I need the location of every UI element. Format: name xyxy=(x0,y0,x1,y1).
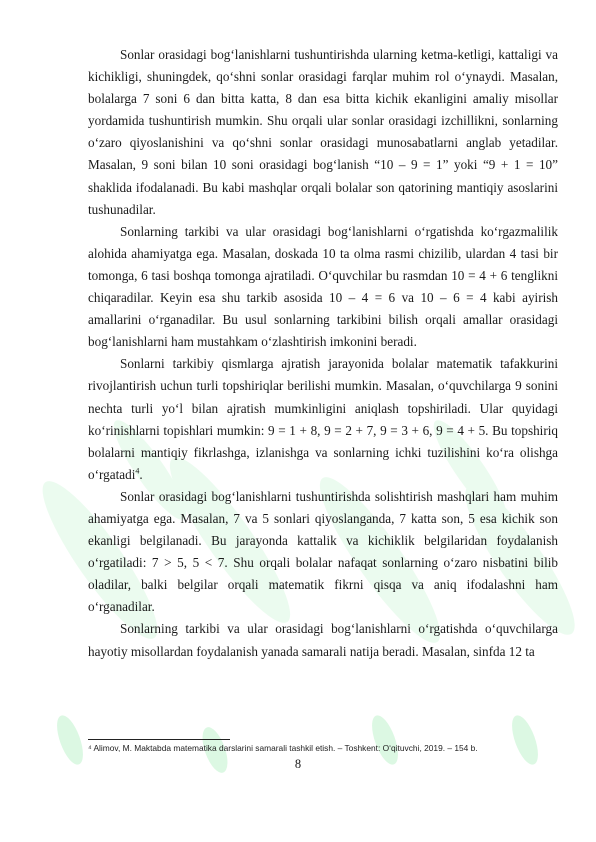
paragraph-1: Sonlar orasidagi bog‘lanishlarni tushuntirishda ularning ketma-ketligi, kattaligi va kichikligi, shuningdek, qo‘shni sonlar orasidagi farqlar muhim rol o‘ynaydi. Masalan, bolalarga 7 soni 6 dan bitta katta, 8 dan esa bitta kichik ekanligini amaliy misollar yordamida tushuntirish mumkin. Shu orqali ular sonlar orasidagi izchillikni, sonlarning o‘zaro qiyoslanishini va qo‘shni sonlar orasidagi munosabatlarni anglab yetadilar. Masalan, 9 soni bilan 10 soni orasidagi bog‘lanish “10 – 9 = 1” yoki “9 + 1 = 10” shaklida ifodalanadi. Bu kabi mashqlar orqali bolalar son qatorining mantiqiy asoslarini tushunadilar. xyxy=(88,47,558,217)
footnote-reference[interactable]: 4 xyxy=(135,466,140,476)
footnote: ⁴ Alimov, M. Maktabda matematika darslarini samarali tashkil etish. – Toshkent: O‘qituvchi, 2019. – 154 b. xyxy=(88,743,478,753)
paragraph-5: Sonlarning tarkibi va ular orasidagi bog‘lanishlarni o‘rgatishda o‘quvchilarga hayotiy misollardan foydalanish yanada samarali natija beradi. Masalan, sinfda 12 ta xyxy=(88,621,558,659)
paragraph-3-text: Sonlarni tarkibiy qismlarga ajratish jarayonida bolalar matematik tafakkurini rivojlantirish uchun turli topshiriqlar berilishi mumkin. Masalan, o‘quvchilarga 9 sonini nechta turli yo‘l bilan ajratish mumkinligini aniqlash topshiriladi. Ular quyidagi ko‘rinishlarni topishlari mumkin: 9 = 1 + 8, 9 = 2 + 7, 9 = 3 + 6, 9 = 4 + 5. Bu topshiriq bolalarni mantiqiy fikrlashga, izlanishga va sonlarning ichki tuzilishini ko‘ra olishga o‘rgatadi xyxy=(88,356,558,482)
page-number: 8 xyxy=(294,757,302,771)
paragraph-2: Sonlarning tarkibi va ular orasidagi bog‘lanishlarni o‘rgatishda ko‘rgazmalilik alohida ahamiyatga ega. Masalan, doskada 10 ta olma rasmi chizilib, ulardan 4 tasi bir tomonga, 6 tasi boshqa tomonga ajratiladi. O‘quvchilar bu rasmdan 10 = 4 + 6 tenglikni chiqaradilar. Keyin esa shu tarkib asosida 10 – 4 = 6 va 10 – 6 = 4 kabi ayirish amallarini o‘rganadilar. Bu usul sonlarning tarkibini bilish orqali amallar orasidagi bog‘lanishlarni ham mustahkam o‘zlashtirish imkonini beradi. xyxy=(88,223,558,350)
body-text xyxy=(88,44,558,663)
paragraph-4: Sonlar orasidagi bog‘lanishlarni tushuntirishda solishtirish mashqlari ham muhim ahamiyatga ega. Masalan, 7 va 5 sonlari qiyoslanganda, 7 katta son, 5 esa kichik son ekanligi belgilanadi. Bu jarayonda kattalik va kichiklik belgilaridan foydalanish o‘rgatiladi: 7 > 5, 5 < 7. Shu orqali bolalar nafaqat sonlarning o‘zaro nisbatini bilib oladilar, balki belgilar orqali matematik fikrni qisqa va aniq ifodalashni ham o‘rganadilar. xyxy=(88,488,558,615)
footnote-separator xyxy=(88,739,230,740)
paragraph-3: Sonlarni tarkibiy qismlarga ajratish jarayonida bolalar matematik tafakkurini rivojlantirish uchun turli topshiriqlar berilishi mumkin. Masalan, o‘quvchilarga 9 sonini nechta turli yo‘l bilan ajratish mumkinligini aniqlash topshiriladi. Ular quyidagi ko‘rinishlarni topishlari mumkin: 9 = 1 + 8, 9 = 2 + 7, 9 = 3 + 6, 9 = 4 + 5. Bu topshiriq bolalarni mantiqiy fikrlashga, izlanishga va sonlarning ichki tuzilishini ko‘ra olishga o‘rgatadi$^4$. xyxy=(88,356,558,482)
